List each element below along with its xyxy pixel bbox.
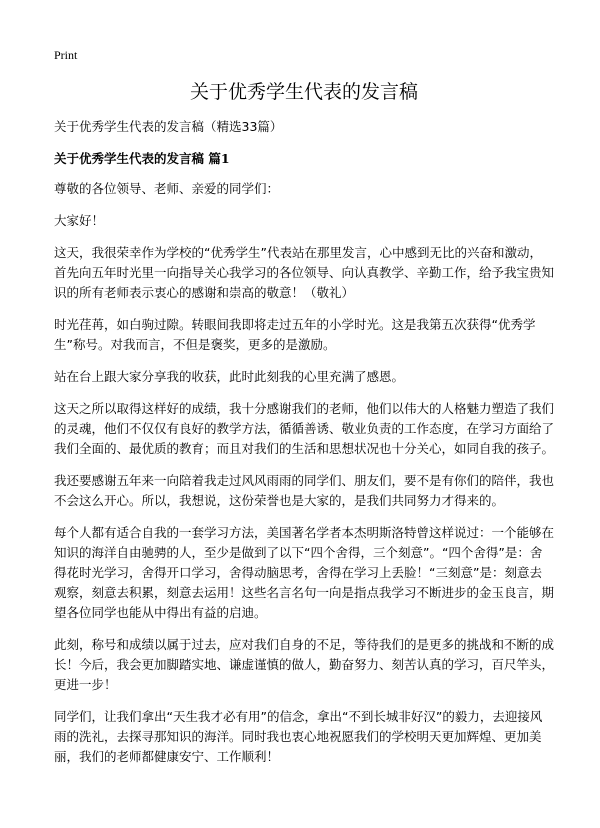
paragraph-body: 我还要感谢五年来一向陪着我走过风风雨雨的同学们、朋友们，要不是有你们的陪伴，我也不会这么开心。所以，我想说，这份荣誉也是大家的，是我们共同努力才得来的。 — [54, 473, 555, 508]
paragraph-salutation: 尊敬的各位领导、老师、亲爱的同学们： — [54, 181, 280, 196]
paragraph-body: 每个人都有适合自我的一套学习方法，美国著名学者本杰明斯洛特曾这样说过：一个能够在知识的海洋自由驰骋的人，至少是做到了以下“四个舍得，三个刻意”。“四个舍得”是：舍得花时光学习，舍得开口学习，舍得动脑思考，舍得在学习上丢脸！“三刻意”是：刻意去观察，刻意去积累，刻意去运用！这些名言名句一向是指点我学习不断进步的金玉良言，期望各位同学也能从中得出有益的启迪。 — [54, 525, 555, 620]
paragraph-body: 这天，我很荣幸作为学校的“优秀学生”代表站在那里发言，心中感到无比的兴奋和激动，首先向五年时光里一向指导关心我学习的各位领导、向认真教学、辛勤工作，给予我宝贵知识的所有老师表示衷心的感谢和崇高的敬意！（敬礼） — [54, 245, 555, 300]
paragraph-body: 这天之所以取得这样好的成绩，我十分感谢我们的老师，他们以伟大的人格魅力塑造了我们的灵魂，他们不仅仅有良好的教学方法，循循善诱、敬业负责的工作态度，在学习方面给了我们全面的、最优质的教育；而且对我们的生活和思想状况也十分关心，如同自我的孩子。 — [54, 401, 555, 456]
paragraph-body: 同学们，让我们拿出“天生我才必有用”的信念，拿出“不到长城非好汉”的毅力，去迎接风雨的洗礼，去探寻那知识的海洋。同时我也衷心地祝愿我们的学校明天更加辉煌、更加美丽，我们的老师都健康安宁、工作顺利！ — [54, 709, 543, 764]
document-title: 关于优秀学生代表的发言稿 — [189, 81, 418, 103]
print-label: Print — [54, 48, 78, 62]
paragraph-greeting: 大家好！ — [54, 213, 105, 228]
paragraph-body: 站在台上跟大家分享我的收获，此时此刻我的心里充满了感恩。 — [54, 369, 405, 384]
section-heading: 关于优秀学生代表的发言稿 篇1 — [54, 151, 230, 166]
paragraph-body: 时光荏苒，如白驹过隙。转眼间我即将走过五年的小学时光。这是我第五次获得“优秀学生”称号。对我而言，不但是褒奖，更多的是激励。 — [54, 317, 536, 352]
document-subtitle: 关于优秀学生代表的发言稿（精选33篇） — [54, 119, 283, 134]
paragraph-body: 此刻，称号和成绩以属于过去，应对我们自身的不足，等待我们的是更多的挑战和不断的成长！今后，我会更加脚踏实地、谦虚谨慎的做人，勤奋努力、刻苦认真的学习，百尺竿头，更进一步！ — [54, 637, 555, 692]
